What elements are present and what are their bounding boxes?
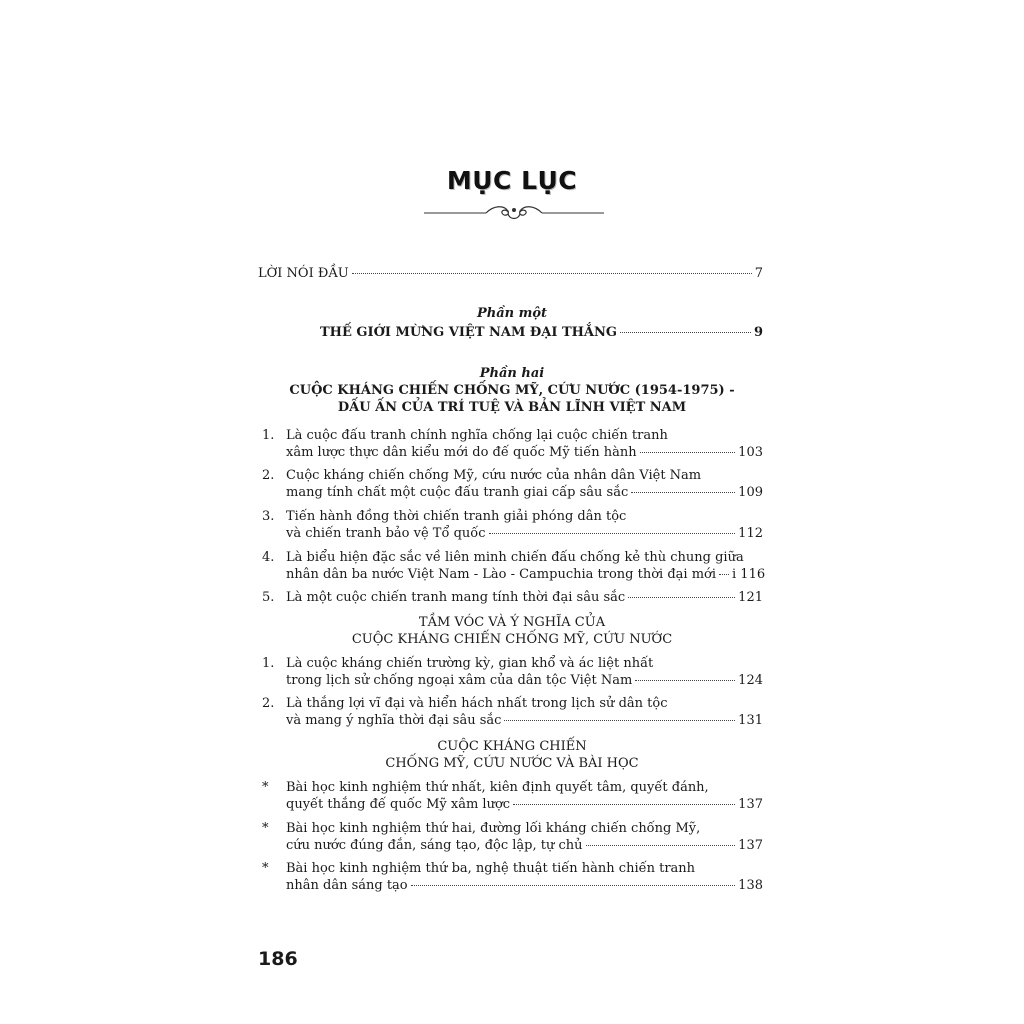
section2-heading-line2: CUỘC KHÁNG CHIẾN CHỐNG MỸ, CỨU NƯỚC bbox=[351, 632, 673, 647]
item-line1: Bài học kinh nghiệm thứ hai, đường lối kháng chiến chống Mỹ, bbox=[286, 821, 701, 836]
part2-label: Phần hai bbox=[479, 366, 545, 381]
section2-heading-line1: TẦM VÓC VÀ Ý NGHĨA CỦA bbox=[418, 615, 606, 630]
entry-page: 137 bbox=[738, 838, 763, 853]
item-line2: nhân dân sáng tạo bbox=[286, 878, 408, 893]
item-line2: trong lịch sử chống ngoại xâm của dân tộc Việt Nam bbox=[286, 673, 633, 688]
entry-page: 121 bbox=[738, 590, 763, 605]
item-line2: và chiến tranh bảo vệ Tổ quốc bbox=[286, 526, 486, 541]
entry-page: 138 bbox=[738, 878, 763, 893]
toc-entry-p2-2[interactable] bbox=[286, 485, 763, 501]
toc-entry-s3-1[interactable] bbox=[286, 797, 763, 813]
item-line2: xâm lược thực dân kiểu mới do đế quốc Mỹ tiến hành bbox=[286, 445, 637, 460]
item-line1: Là một cuộc chiến tranh mang tính thời đại sâu sắc bbox=[286, 590, 626, 605]
item-bullet: * bbox=[262, 821, 269, 836]
page-number: 186 bbox=[258, 948, 298, 970]
toc-entry-s2-1[interactable] bbox=[286, 673, 763, 689]
item-line2: nhân dân ba nước Việt Nam - Lào - Campuchia trong thời đại mới bbox=[286, 567, 717, 582]
toc-entry-foreword[interactable] bbox=[258, 266, 763, 282]
leader-dots bbox=[719, 574, 729, 575]
entry-page: 109 bbox=[738, 485, 763, 500]
leader-dots bbox=[411, 885, 736, 886]
toc-entry-p2-5[interactable] bbox=[286, 590, 763, 606]
item-number: 1. bbox=[262, 656, 275, 671]
item-line1: Tiến hành đồng thời chiến tranh giải phóng dân tộc bbox=[286, 509, 627, 524]
toc-entry-p2-1[interactable] bbox=[286, 445, 763, 461]
toc-entry-part1[interactable] bbox=[320, 325, 763, 341]
item-number: 3. bbox=[262, 509, 275, 524]
item-line1: Là cuộc kháng chiến trường kỳ, gian khổ và ác liệt nhất bbox=[286, 656, 654, 671]
toc-entry-p2-3[interactable] bbox=[286, 526, 763, 542]
entry-title: LỜI NÓI ĐẦU bbox=[258, 266, 349, 281]
entry-page: i 116 bbox=[732, 567, 766, 582]
part2-heading-line1: CUỘC KHÁNG CHIẾN CHỐNG MỸ, CỨU NƯỚC (1954-1975) - bbox=[289, 383, 735, 398]
item-line1: Là cuộc đấu tranh chính nghĩa chống lại cuộc chiến tranh bbox=[286, 428, 668, 443]
item-number: 5. bbox=[262, 590, 275, 605]
leader-dots bbox=[504, 720, 735, 721]
entry-title: THẾ GIỚI MỪNG VIỆT NAM ĐẠI THẮNG bbox=[320, 325, 617, 340]
leader-dots bbox=[631, 492, 735, 493]
leader-dots bbox=[620, 332, 751, 333]
page-title: MỤC LỤC bbox=[446, 166, 578, 195]
entry-page: 124 bbox=[738, 673, 763, 688]
item-line1: Cuộc kháng chiến chống Mỹ, cứu nước của nhân dân Việt Nam bbox=[286, 468, 702, 483]
item-line1: Bài học kinh nghiệm thứ ba, nghệ thuật tiến hành chiến tranh bbox=[286, 861, 696, 876]
leader-dots bbox=[586, 845, 736, 846]
item-line2: quyết thắng đế quốc Mỹ xâm lược bbox=[286, 797, 511, 812]
entry-page: 137 bbox=[738, 797, 763, 812]
item-line2: cứu nước đúng đắn, sáng tạo, độc lập, tự chủ bbox=[286, 838, 583, 853]
item-number: 1. bbox=[262, 428, 275, 443]
toc-entry-p2-4[interactable] bbox=[286, 567, 766, 583]
item-line2: mang tính chất một cuộc đấu tranh giai cấp sâu sắc bbox=[286, 485, 629, 500]
leader-dots bbox=[640, 452, 736, 453]
item-line1: Bài học kinh nghiệm thứ nhất, kiên định quyết tâm, quyết đánh, bbox=[286, 780, 709, 795]
entry-page: 7 bbox=[754, 266, 763, 281]
entry-page: 131 bbox=[738, 713, 763, 728]
entry-page: 9 bbox=[753, 325, 763, 340]
item-number: 4. bbox=[262, 550, 275, 565]
item-line1: Là biểu hiện đặc sắc về liên minh chiến đấu chống kẻ thù chung giữa bbox=[286, 550, 744, 565]
item-line2: và mang ý nghĩa thời đại sâu sắc bbox=[286, 713, 502, 728]
toc-entry-s3-2[interactable] bbox=[286, 838, 763, 854]
item-number: 2. bbox=[262, 696, 275, 711]
leader-dots bbox=[489, 533, 736, 534]
section3-heading-line1: CUỘC KHÁNG CHIẾN bbox=[437, 739, 587, 754]
leader-dots bbox=[513, 804, 735, 805]
section3-heading-line2: CHỐNG MỸ, CỨU NƯỚC VÀ BÀI HỌC bbox=[385, 756, 639, 771]
part1-label: Phần một bbox=[476, 306, 548, 321]
item-bullet: * bbox=[262, 780, 269, 795]
leader-dots bbox=[352, 273, 752, 274]
entry-page: 103 bbox=[738, 445, 763, 460]
toc-entry-s2-2[interactable] bbox=[286, 713, 763, 729]
part2-heading-line2: DẤU ẤN CỦA TRÍ TUỆ VÀ BẢN LĨNH VIỆT NAM bbox=[337, 400, 687, 415]
leader-dots bbox=[635, 680, 735, 681]
item-bullet: * bbox=[262, 861, 269, 876]
toc-entry-s3-3[interactable] bbox=[286, 878, 763, 894]
item-line1: Là thắng lợi vĩ đại và hiển hách nhất trong lịch sử dân tộc bbox=[286, 696, 668, 711]
leader-dots bbox=[628, 597, 735, 598]
item-number: 2. bbox=[262, 468, 275, 483]
entry-page: 112 bbox=[738, 526, 763, 541]
